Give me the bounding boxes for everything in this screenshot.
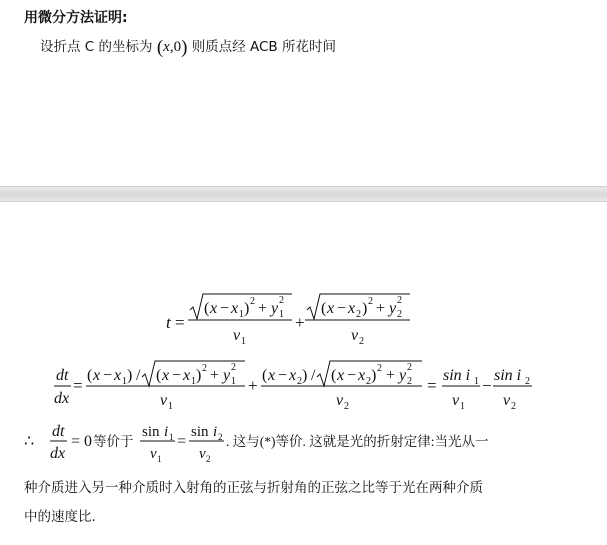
svg-text:−: −	[172, 367, 182, 384]
svg-text:): )	[362, 300, 368, 317]
svg-text:v: v	[351, 327, 359, 344]
svg-text:2: 2	[377, 363, 382, 374]
svg-text:x: x	[183, 367, 191, 384]
eq2-term2	[261, 361, 422, 412]
svg-text:): )	[371, 367, 377, 384]
svg-text:= 0: = 0	[71, 433, 93, 450]
svg-text:): )	[302, 367, 308, 384]
svg-text:+: +	[386, 367, 396, 384]
svg-text:): )	[127, 367, 133, 384]
svg-text:2: 2	[231, 362, 236, 373]
eq2-term1	[86, 361, 245, 412]
svg-text:dt: dt	[52, 423, 65, 440]
svg-text:x: x	[114, 367, 122, 384]
svg-text:x: x	[327, 300, 335, 317]
svg-text:2: 2	[279, 295, 284, 306]
svg-text:y: y	[389, 300, 397, 317]
svg-text:2: 2	[525, 376, 530, 387]
svg-text:+: +	[376, 300, 386, 317]
svg-text:2: 2	[297, 376, 302, 387]
svg-text:2: 2	[250, 296, 255, 307]
point-c-coordinate: (x,0)	[156, 37, 188, 58]
svg-text:v: v	[150, 446, 157, 462]
svg-text:y: y	[271, 300, 279, 317]
svg-text:dt: dt	[56, 367, 69, 384]
svg-text:(: (	[321, 300, 327, 317]
svg-text:−: −	[347, 367, 357, 384]
svg-text:x: x	[348, 300, 356, 317]
svg-text:sin: sin	[142, 424, 160, 440]
svg-text:x: x	[93, 367, 101, 384]
svg-text:y: y	[223, 367, 231, 384]
svg-text:−: −	[220, 300, 230, 317]
svg-text:v: v	[336, 392, 344, 409]
eq1-term2	[305, 294, 410, 347]
svg-text:1: 1	[157, 454, 162, 464]
paragraph-line-1: 种介质进入另一种介质时入射角的正弦与折射角的正弦之比等于光在两种介质	[24, 480, 483, 496]
svg-text:1: 1	[460, 401, 465, 412]
svg-text:x: x	[358, 367, 366, 384]
svg-text:1: 1	[239, 309, 244, 320]
svg-text:=: =	[427, 376, 437, 395]
svg-text:2: 2	[407, 376, 412, 387]
svg-text:=: =	[177, 433, 187, 450]
svg-text:−: −	[337, 300, 347, 317]
conclusion-line	[24, 423, 489, 464]
svg-text:2: 2	[359, 336, 364, 347]
eq2-rhs2	[493, 367, 532, 412]
svg-text:−: −	[278, 367, 288, 384]
svg-text:v: v	[452, 392, 460, 409]
svg-text:sin i: sin i	[443, 367, 471, 384]
svg-text:(: (	[331, 367, 337, 384]
svg-text:sin i: sin i	[494, 367, 522, 384]
svg-text:x: x	[231, 300, 239, 317]
svg-text:x: x	[289, 367, 297, 384]
svg-text:(: (	[262, 367, 268, 384]
svg-text:x: x	[210, 300, 218, 317]
paragraph-line-2: 中的速度比.	[24, 509, 96, 525]
eq1-plus: +	[295, 313, 305, 332]
svg-text:+: +	[210, 367, 220, 384]
svg-text:2: 2	[511, 401, 516, 412]
svg-text:i: i	[164, 424, 169, 440]
svg-text:2: 2	[397, 295, 402, 306]
svg-text:+: +	[258, 300, 268, 317]
svg-text:2: 2	[218, 432, 223, 442]
equation-derivative	[54, 361, 532, 412]
svg-text:. 这与(*)等价. 这就是光的折射定律:当光从一: . 这与(*)等价. 这就是光的折射定律:当光从一	[226, 434, 489, 449]
section-heading: 用微分方法证明:	[24, 10, 128, 26]
eq1-equals: =	[175, 313, 185, 332]
svg-text:/: /	[136, 367, 141, 384]
svg-text:2: 2	[407, 362, 412, 373]
svg-text:y: y	[399, 367, 407, 384]
svg-text:=: =	[73, 376, 83, 395]
svg-text:1: 1	[279, 309, 284, 320]
svg-text:v: v	[199, 446, 206, 462]
svg-text:(: (	[87, 367, 93, 384]
svg-text:v: v	[160, 392, 168, 409]
svg-text:(: (	[156, 367, 162, 384]
eq2-rhs1	[442, 367, 480, 412]
svg-text:v: v	[233, 327, 241, 344]
eq1-lhs: t	[166, 313, 171, 332]
eq1-term1	[188, 294, 292, 347]
svg-text:等价于: 等价于	[93, 434, 134, 449]
svg-text:−: −	[103, 367, 113, 384]
svg-text:i: i	[213, 424, 218, 440]
svg-text:2: 2	[202, 363, 207, 374]
svg-text:2: 2	[368, 296, 373, 307]
svg-text:1: 1	[191, 376, 196, 387]
svg-text:2: 2	[356, 309, 361, 320]
svg-text:v: v	[503, 392, 511, 409]
svg-text:dx: dx	[54, 390, 70, 407]
svg-text:1: 1	[474, 376, 479, 387]
svg-text:∴: ∴	[24, 433, 35, 450]
svg-text:(: (	[204, 300, 210, 317]
svg-text:2: 2	[206, 454, 211, 464]
intro-text-before: 设折点 C 的坐标为	[40, 39, 153, 55]
svg-text:2: 2	[397, 309, 402, 320]
svg-text:dx: dx	[50, 445, 66, 462]
svg-text:2: 2	[344, 401, 349, 412]
svg-text:1: 1	[241, 336, 246, 347]
svg-text:x: x	[162, 367, 170, 384]
svg-text:/: /	[311, 367, 316, 384]
svg-text:): )	[196, 367, 202, 384]
svg-text:1: 1	[169, 432, 174, 442]
conclusion-paragraph	[24, 474, 584, 532]
intro-text-after: 则质点经 ACB 所花时间	[191, 39, 336, 55]
svg-text:2: 2	[366, 376, 371, 387]
svg-text:1: 1	[231, 376, 236, 387]
svg-text:+: +	[248, 376, 258, 395]
svg-text:1: 1	[168, 401, 173, 412]
svg-text:−: −	[482, 376, 492, 395]
svg-text:): )	[244, 300, 250, 317]
svg-text:sin: sin	[191, 424, 209, 440]
svg-text:x: x	[337, 367, 345, 384]
svg-text:1: 1	[122, 376, 127, 387]
svg-text:x: x	[268, 367, 276, 384]
equation-time	[166, 294, 410, 347]
